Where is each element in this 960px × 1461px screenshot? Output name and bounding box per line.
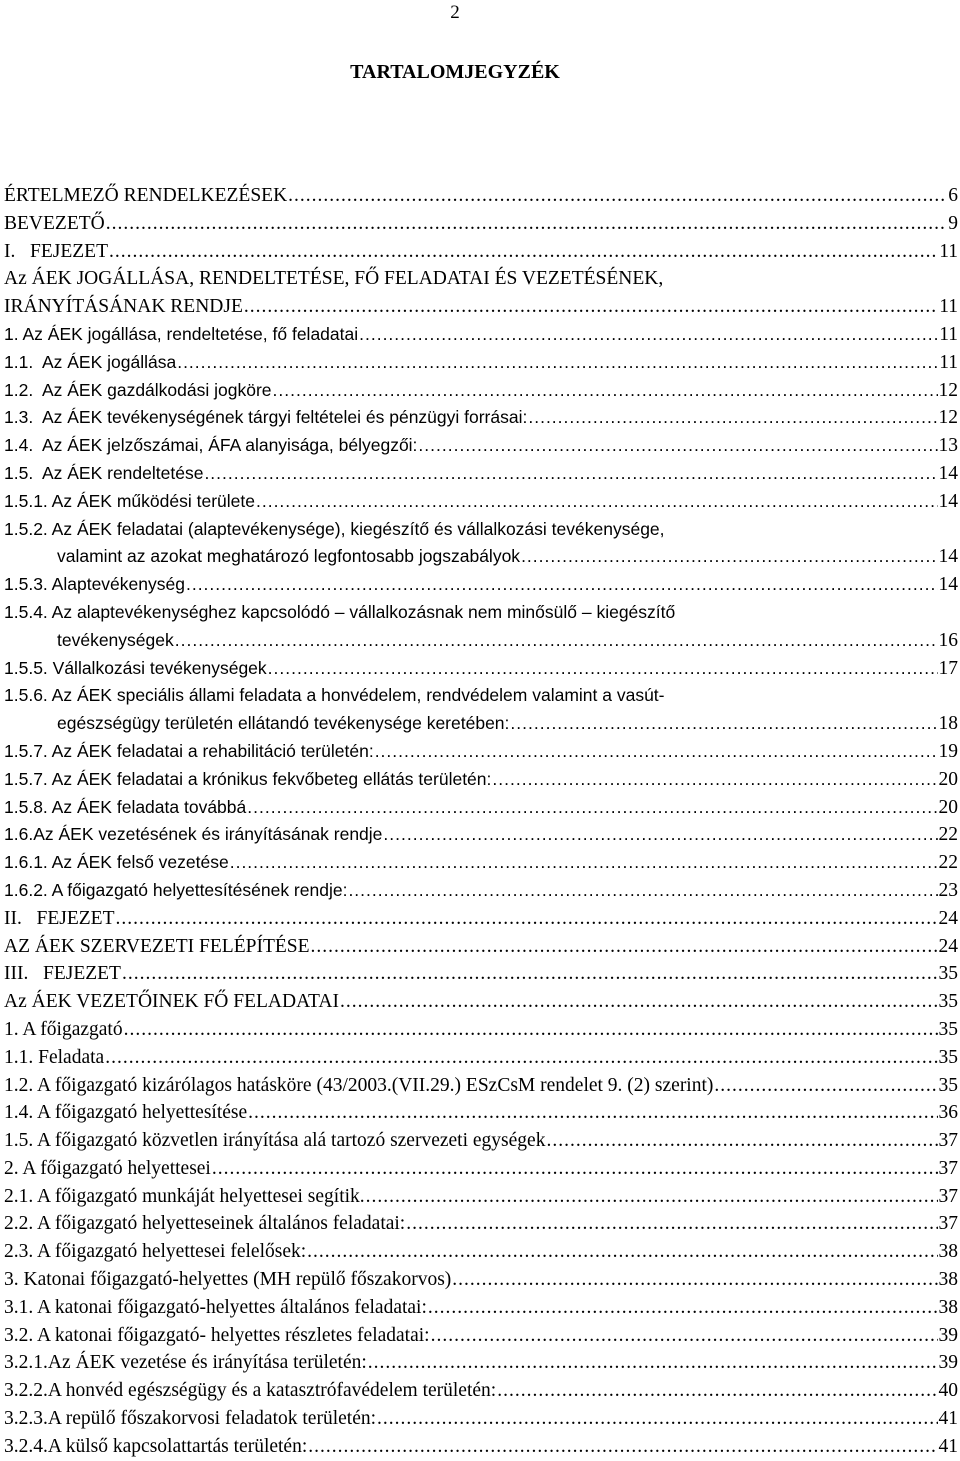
toc-entry[interactable] [4,794,958,822]
toc-entry[interactable] [4,488,958,516]
toc-entry-label: Az ÁEK JOGÁLLÁSA, RENDELTETÉSE, FŐ FELADATAI ÉS VEZETÉSÉNEK, [4,268,664,290]
toc-entry-page: 35 [938,963,958,985]
toc-entry[interactable] [4,905,958,933]
dot-leader [244,293,938,321]
toc-entry[interactable] [4,877,958,905]
toc-entry-label: 1.5.3. Alaptevékenység [4,574,185,595]
toc-entry-page: 12 [938,407,958,429]
toc-entry-page: 36 [938,1102,958,1124]
toc-entry-label: 1.5.1. Az ÁEK működési területe [4,490,255,511]
dot-leader [268,655,938,683]
dot-leader [348,877,937,905]
dot-leader [311,933,938,961]
toc-entry-label: 1.2. Az ÁEK gazdálkodási jogköre [4,379,272,400]
dot-leader [714,1072,937,1100]
dot-leader [204,460,937,488]
toc-entry-label: 1.5.8. Az ÁEK feladata továbbá [4,796,247,817]
toc-entry-page: 24 [938,907,958,929]
toc-entry-page: 24 [938,935,958,957]
toc-entry[interactable] [4,1155,958,1183]
dot-leader [115,905,937,933]
dot-leader [428,1294,938,1322]
dot-leader [212,1155,938,1183]
toc-entry-label: 1.2. A főigazgató kizárólagos hatásköre (43/2003.(VII.29.) ESzCsM rendelet 9. (2) szerint) [4,1074,714,1096]
toc-entry-label: tevékenységek [57,629,174,650]
toc-entry-page: 37 [938,1213,958,1235]
toc-entry-label: 1.5.4. Az alaptevékenységhez kapcsolódó – vállalkozásnak nem minősülő – kiegészítő [4,601,676,622]
dot-leader [230,849,938,877]
toc-entry-label: 1.5.2. Az ÁEK feladatai (alaptevékenysége), kiegészítő és vállalkozási tevékenysége, [4,518,665,539]
toc-entry-page: 22 [938,824,958,846]
dot-leader [122,960,938,988]
dot-leader [528,404,937,432]
toc-entry-label: 1.5. A főigazgató közvetlen irányítása alá tartozó szervezeti egységek [4,1130,546,1152]
toc-entry-label: 1.5.6. Az ÁEK speciális állami feladata a honvédelem, rendvédelem valamint a vasút- [4,685,665,706]
toc-entry-page: 11 [939,323,958,345]
toc-entry-label: egészségügy területén ellátandó tevékenysége keretében: [57,713,510,734]
toc-entry-page: 35 [938,1046,958,1068]
toc-entry-page: 38 [938,1269,958,1291]
table-of-contents [4,182,958,1461]
toc-entry[interactable] [4,599,958,655]
toc-entry-page: 14 [938,574,958,596]
toc-entry-label: 1. A főigazgató [4,1018,123,1040]
dot-leader [366,1183,938,1211]
toc-entry[interactable] [4,682,958,738]
toc-entry-page: 41 [938,1408,958,1430]
dot-leader [256,488,938,516]
dot-leader [377,1405,937,1433]
toc-entry-page: 6 [948,185,958,206]
toc-entry[interactable] [4,1238,958,1266]
dot-leader [288,182,947,210]
toc-entry[interactable] [4,516,958,572]
dot-leader [177,349,938,377]
toc-entry-label: 1.5.5. Vállalkozási tevékenységek [4,657,267,678]
dot-leader [247,794,937,822]
dot-leader [359,321,938,349]
toc-entry-page: 39 [938,1352,958,1374]
toc-entry-page: 13 [938,435,958,457]
toc-entry-page: 37 [938,1185,958,1207]
toc-entry[interactable] [4,377,958,405]
toc-entry[interactable] [4,1183,958,1211]
toc-entry-label: 1.4. A főigazgató helyettesítése [4,1102,248,1124]
dot-leader [248,1099,937,1127]
toc-entry-page: 37 [938,1157,958,1179]
dot-leader [186,571,938,599]
toc-entry-label: 1.5. Az ÁEK rendeltetése [4,462,204,483]
toc-entry-page: 20 [938,796,958,818]
toc-entry[interactable] [4,988,958,1016]
dot-leader [375,738,938,766]
toc-entry-number: 3.2.2. [4,1380,48,1402]
toc-entry-number: 3.2.3. [4,1408,48,1430]
toc-entry[interactable] [4,933,958,961]
toc-entry-label: BEVEZETŐ [4,212,105,234]
toc-entry-page: 35 [938,1018,958,1040]
toc-entry-page: 23 [938,879,958,901]
toc-entry-label: 1.1. Az ÁEK jogállása [4,351,177,372]
toc-entry[interactable] [4,432,958,460]
toc-entry-page: 11 [939,296,958,318]
toc-entry-label: A repülő főszakorvosi feladatok területén: [47,1408,377,1430]
toc-entry-label: 2.1. A főigazgató munkáját helyettesei segítik. [4,1185,365,1207]
dot-leader [106,210,948,238]
toc-entry[interactable] [4,1266,958,1294]
toc-entry-page: 38 [938,1296,958,1318]
toc-entry-page: 41 [938,1435,958,1457]
dot-leader [307,1238,937,1266]
dot-leader [510,710,937,738]
toc-entry-label: AZ ÁEK SZERVEZETI FELÉPÍTÉSE [4,935,310,957]
toc-entry[interactable] [4,1433,958,1461]
toc-entry-page: 18 [938,713,958,735]
toc-entry[interactable] [4,960,958,988]
dot-leader [308,1433,937,1461]
toc-entry-page: 16 [938,629,958,651]
page-title: TARTALOMJEGYZÉK [350,61,560,83]
toc-entry-label: 1. Az ÁEK jogállása, rendeltetése, fő feladatai [4,323,359,344]
toc-entry-page: 38 [938,1241,958,1263]
toc-entry[interactable] [4,1210,958,1238]
toc-entry[interactable] [4,265,958,321]
toc-entry-label: 1.1. Feladata [4,1046,105,1068]
toc-entry-page: 19 [938,740,958,762]
toc-entry-label: 1.3. Az ÁEK tevékenységének tárgyi feltételei és pénzügyi forrásai: [4,407,528,428]
toc-entry-label: 2.3. A főigazgató helyettesei felelősek: [4,1241,307,1263]
dot-leader [109,238,938,266]
dot-leader [273,377,938,405]
dot-leader [105,1044,937,1072]
toc-entry-label: IRÁNYÍTÁSÁNAK RENDJE [4,296,243,318]
toc-entry[interactable] [4,1072,958,1100]
toc-entry[interactable] [4,182,958,210]
toc-entry-page: 20 [938,768,958,790]
dot-leader [175,627,938,655]
dot-leader [521,543,937,571]
toc-entry-label: A külső kapcsolattartás területén: [47,1435,308,1457]
toc-entry[interactable] [4,655,958,683]
toc-entry-number: 3.2.1. [4,1352,48,1374]
toc-entry-label: valamint az azokat meghatározó legfontosabb jogszabályok [57,546,521,567]
toc-entry[interactable] [4,1016,958,1044]
toc-entry[interactable] [4,1377,958,1405]
toc-entry-page: 35 [938,1074,958,1096]
toc-entry-label: 2.2. A főigazgató helyetteseinek általános feladatai: [4,1213,406,1235]
dot-leader [340,988,938,1016]
dot-leader [124,1016,938,1044]
toc-entry[interactable] [4,821,958,849]
toc-entry[interactable] [4,766,958,794]
toc-entry[interactable] [4,1044,958,1072]
toc-entry-number: 3.2.4. [4,1435,48,1457]
toc-entry[interactable] [4,349,958,377]
toc-entry-page: 11 [939,351,958,373]
toc-entry-label: Az ÁEK VEZETŐINEK FŐ FELADATAI [4,991,339,1013]
toc-entry[interactable] [4,460,958,488]
toc-entry-label: 3.1. A katonai főigazgató-helyettes általános feladatai: [4,1296,427,1318]
toc-entry-page: 11 [939,240,958,262]
dot-leader [383,821,937,849]
toc-entry[interactable] [4,738,958,766]
toc-entry[interactable] [4,1349,958,1377]
toc-entry-page: 14 [938,490,958,512]
toc-entry[interactable] [4,238,958,266]
toc-entry-label: Az ÁEK vezetése és irányítása területén: [47,1352,367,1374]
toc-entry-page: 35 [938,991,958,1013]
toc-entry[interactable] [4,1294,958,1322]
toc-entry-page: 14 [938,546,958,568]
toc-entry-page: 40 [938,1380,958,1402]
toc-entry-page: 37 [938,1130,958,1152]
toc-entry-page: 14 [938,462,958,484]
toc-entry-label: 1.5.7. Az ÁEK feladatai a krónikus fekvőbeteg ellátás területén: [4,768,492,789]
toc-entry-label: III. FEJEZET [4,963,121,985]
toc-entry-label: 1.5.7. Az ÁEK feladatai a rehabilitáció területén: [4,740,374,761]
dot-leader [497,1377,937,1405]
toc-entry[interactable] [4,849,958,877]
dot-leader [452,1266,937,1294]
toc-entry-page: 9 [948,212,958,234]
dot-leader [492,766,937,794]
toc-entry-label: ÉRTELMEZŐ RENDELKEZÉSEK [4,185,288,206]
toc-entry-page: 12 [938,379,958,401]
dot-leader [406,1210,937,1238]
toc-entry[interactable] [4,1405,958,1433]
toc-entry[interactable] [4,210,958,238]
page-number: 2 [450,2,460,23]
toc-entry-label: 2. A főigazgató helyettesei [4,1157,211,1179]
dot-leader [431,1322,938,1350]
toc-entry-label: A honvéd egészségügy és a katasztrófavédelem területén: [47,1380,497,1402]
toc-entry-label: 1.6.1. Az ÁEK felső vezetése [4,852,229,873]
toc-entry[interactable] [4,321,958,349]
dot-leader [368,1349,938,1377]
toc-entry-label: 1.6.2. A főigazgató helyettesítésének rendje: [4,879,348,900]
toc-entry[interactable] [4,571,958,599]
toc-entry-label: 1.6.Az ÁEK vezetésének és irányításának rendje [4,824,383,845]
toc-entry[interactable] [4,1127,958,1155]
toc-entry-page: 22 [938,852,958,874]
toc-entry-label: 3.2. A katonai főigazgató- helyettes részletes feladatai: [4,1324,430,1346]
toc-entry[interactable] [4,1322,958,1350]
toc-entry-label: I. FEJEZET [4,240,108,262]
toc-entry[interactable] [4,1099,958,1127]
toc-entry-label: 1.4. Az ÁEK jelzőszámai, ÁFA alanyisága, bélyegzői: [4,435,418,456]
toc-entry-page: 39 [938,1324,958,1346]
toc-entry-page: 17 [938,657,958,679]
dot-leader [418,432,937,460]
toc-entry-label: 3. Katonai főigazgató-helyettes (MH repülő főszakorvos) [4,1269,452,1291]
toc-entry-label: II. FEJEZET [4,907,115,929]
dot-leader [546,1127,937,1155]
toc-entry[interactable] [4,404,958,432]
